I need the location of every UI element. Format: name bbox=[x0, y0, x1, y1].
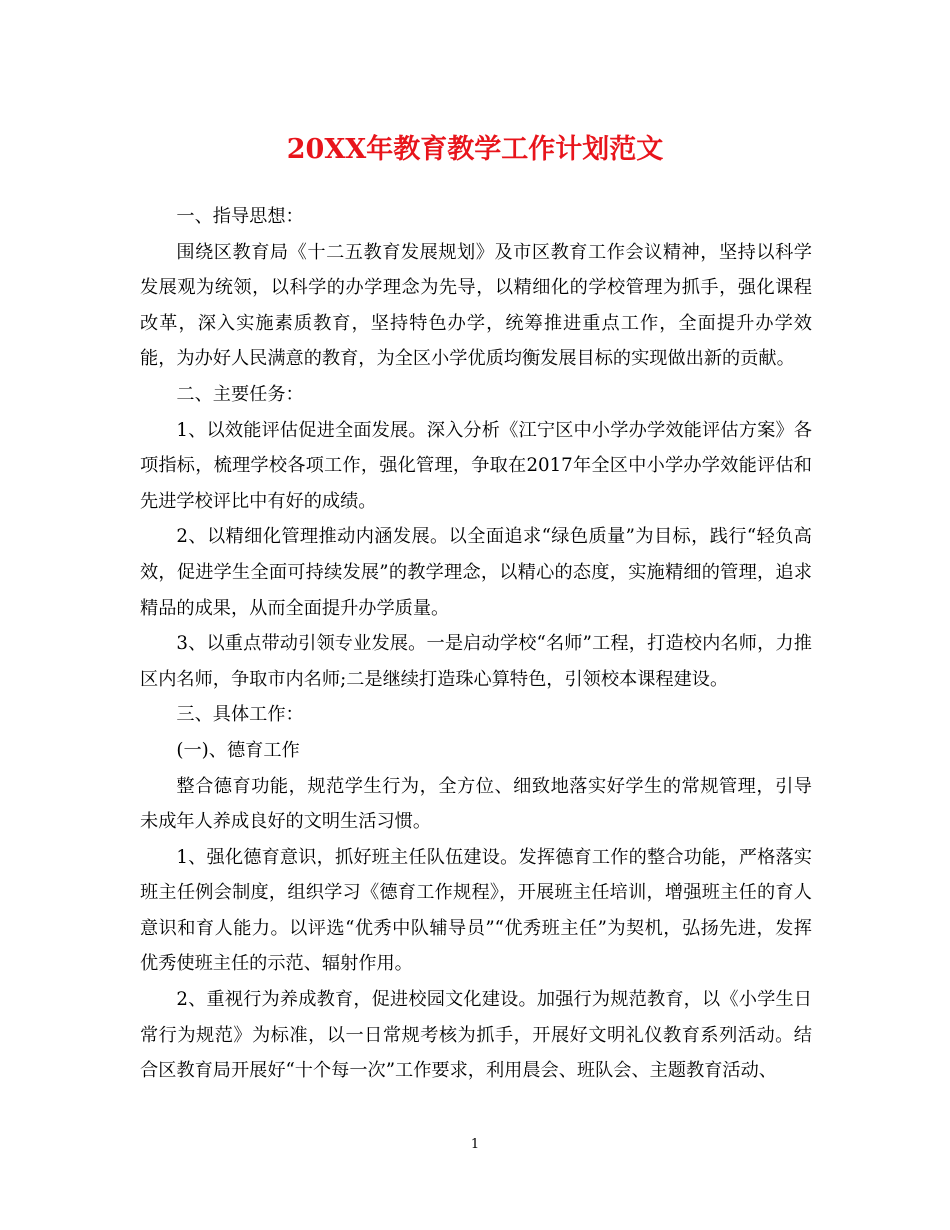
paragraph-moral-education-intro: 整合德育功能，规范学生行为，全方位、细致地落实好学生的常规管理，引导未成年人养成良好的文明生活习惯。 bbox=[140, 775, 812, 833]
document-body bbox=[140, 199, 812, 1089]
paragraph-moral-education-1: 1、强化德育意识，抓好班主任队伍建设。发挥德育工作的整合功能，严格落实班主任例会制度，组织学习《德育工作规程》，开展班主任培训，增强班主任的育人意识和育人能力。以评选“优秀中队辅导员”“优秀班主任”为契机，弘扬先进，发挥优秀使班主任的示范、辐射作用。 bbox=[140, 846, 812, 975]
paragraph-guiding-ideology: 围绕区教育局《十二五教育发展规划》及市区教育工作会议精神，坚持以科学发展观为统领，以科学的办学理念为先导，以精细化的学校管理为抓手，强化课程改革，深入实施素质教育，坚持特色办学，统筹推进重点工作，全面提升办学效能，为办好人民满意的教育，为全区小学优质均衡发展目标的实现做出新的贡献。 bbox=[140, 241, 812, 370]
paragraph-task-3: 3、以重点带动引领专业发展。一是启动学校“名师”工程，打造校内名师，力推区内名师，争取市内名师;二是继续打造珠心算特色，引领校本课程建设。 bbox=[140, 633, 812, 690]
heading-guiding-ideology: 一、指导思想： bbox=[176, 206, 304, 227]
paragraph-task-1: 1、以效能评估促进全面发展。深入分析《江宁区中小学办学效能评估方案》各项指标，梳理学校各项工作，强化管理，争取在2017年全区中小学办学效能评估和先进学校评比中有好的成绩。 bbox=[140, 419, 812, 512]
subheading-moral-education: (一)、德育工作 bbox=[176, 739, 300, 761]
paragraph-moral-education-2: 2、重视行为养成教育，促进校园文化建设。加强行为规范教育，以《小学生日常行为规范》为标准，以一日常规考核为抓手，开展好文明礼仪教育系列活动。结合区教育局开展好“十个每一次”工作要求，利用晨会、班队会、主题教育活动、 bbox=[140, 989, 812, 1082]
heading-specific-work: 三、具体工作： bbox=[176, 704, 304, 726]
document-title: 20XX年教育教学工作计划范文 bbox=[286, 134, 664, 165]
paragraph-task-2: 2、以精细化管理推动内涵发展。以全面追求“绿色质量”为目标，践行“轻负高效，促进学生全面可持续发展”的教学理念，以精心的态度，实施精细的管理，追求精品的成果，从而全面提升办学质量。 bbox=[140, 526, 812, 619]
heading-main-tasks: 二、主要任务： bbox=[176, 383, 304, 405]
page-number: 1 bbox=[470, 1137, 480, 1152]
